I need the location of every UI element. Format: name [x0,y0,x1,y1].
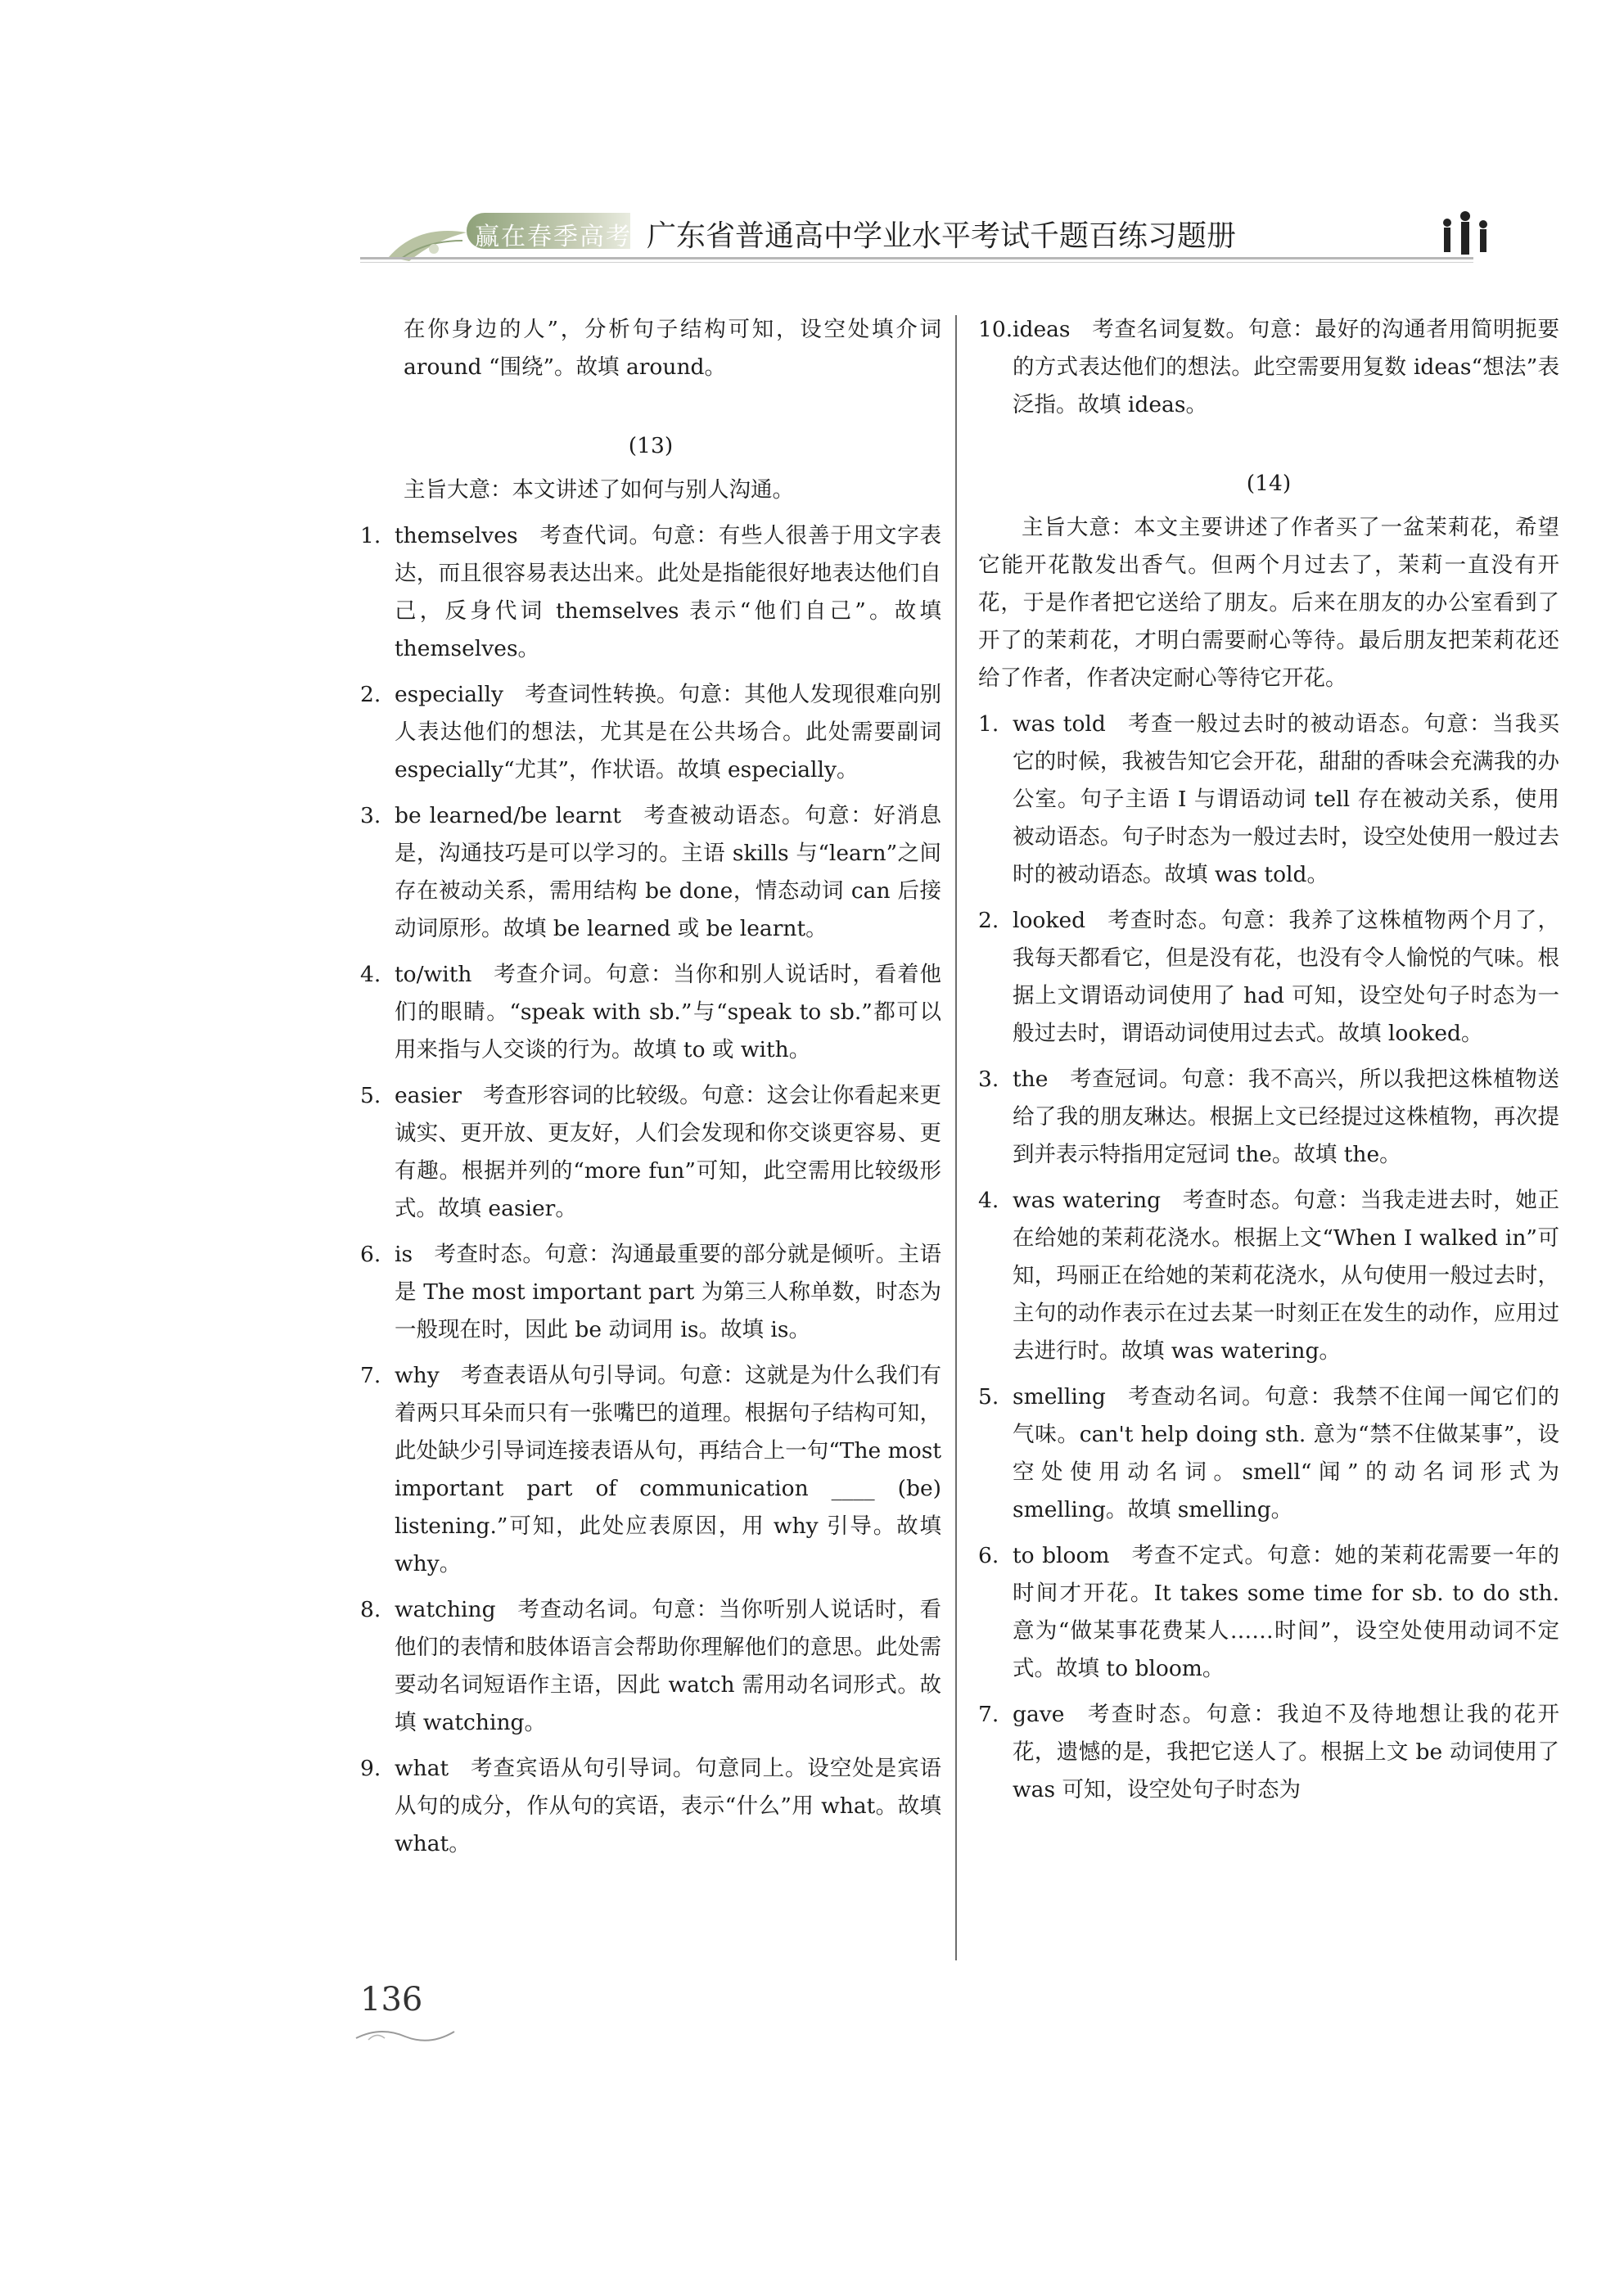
answer-item [978,1061,1559,1174]
answer-number: 1. [360,523,381,548]
answer-item [978,311,1559,424]
answer-explanation: 考查动名词。句意：我禁不住闻一闻它们的气味。can't help doing sth. 意为“禁不住做某事”，设空处使用动名词。smell“闻”的动名词形式为 smelling。故填 smelling。 [1013,1384,1559,1522]
answer-word: easier [395,1083,462,1108]
answer-explanation: 考查时态。句意：我养了这株植物两个月了，我每天都看它，但是没有花，也没有令人愉悦的气味。根据上文谓语动词使用了 had 可知，设空处句子时态为一般过去时，谓语动词使用过去式。故填 looked。 [1013,908,1559,1046]
answer-item [360,1236,941,1349]
answer-item [360,1591,941,1742]
answer-explanation: 考查时态。句意：我迫不及待地想让我的花开花，遗憾的是，我把它送人了。根据上文 be 动词使用了 was 可知，设空处句子时态为 [1013,1702,1559,1802]
answer-item [360,797,941,948]
answer-word: smelling [1013,1384,1106,1410]
page-ornament-icon [352,2022,458,2046]
answer-explanation: 考查时态。句意：沟通最重要的部分就是倾听。主语是 The most important part 为第三人称单数，时态为一般现在时，因此 be 动词用 is。故填 is。 [395,1242,941,1342]
answer-item [978,706,1559,894]
answer-item [360,517,941,668]
answer-number: 2. [360,682,381,707]
answer-item [360,1357,941,1583]
section-title-13: (13) [628,433,674,458]
answer-number: 4. [360,962,381,987]
answer-word: ideas [1013,317,1071,342]
answer-number: 5. [978,1384,999,1410]
answer-word: watching [395,1597,496,1622]
answer-word: the [1013,1067,1049,1092]
answer-number: 3. [360,803,381,828]
answer-item [978,902,1559,1053]
answer-number: 9. [360,1756,381,1781]
answer-word: especially [395,682,503,707]
header-rule [360,257,1473,259]
answer-explanation: 考查词性转换。句意：其他人发现很难向别人表达他们的想法，尤其是在公共场合。此处需要副词 especially“尤其”，作状语。故填 especially。 [395,682,941,783]
answer-word: to bloom [1013,1543,1110,1568]
answer-explanation: 考查介词。句意：当你和别人说话时，看着他们的眼睛。“speak with sb.”与“speak to sb.”都可以用来指与人交谈的行为。故填 to 或 with。 [395,962,941,1062]
answer-number: 1. [978,711,999,737]
answer-number: 6. [360,1242,381,1267]
family-silhouette-icon [1432,205,1498,270]
answer-number: 7. [978,1702,999,1727]
answer-item [978,1378,1559,1529]
answer-number: 5. [360,1083,381,1108]
answer-number: 2. [978,908,999,933]
section-summary-13: 主旨大意：本文讲述了如何与别人沟通。 [404,477,794,503]
answer-number: 8. [360,1597,381,1622]
column-divider [955,315,957,1960]
answer-number: 7. [360,1363,381,1388]
answer-word: why [395,1363,440,1388]
answer-list-13 [360,517,941,1863]
answer-explanation: 考查宾语从句引导词。句意同上。设空处是宾语从句的成分，作从句的宾语，表示“什么”用 what。故填 what。 [395,1756,941,1856]
answer-word: was told [1013,711,1106,737]
answer-word: looked [1013,908,1086,933]
series-name: 赢在春季高考 [475,223,632,251]
section-summary-14: 主旨大意：本文主要讲述了作者买了一盆茉莉花，希望它能开花散发出香气。但两个月过去了，茉莉一直没有开花，于是作者把它送给了朋友。后来在朋友的办公室看到了开了的茉莉花，才明白需要耐心等待。最后朋友把茉莉花还给了作者，作者决定耐心等待它开花。 [978,515,1559,691]
answer-number: 3. [978,1067,999,1092]
answer-item [978,1182,1559,1370]
answer-word: was watering [1013,1188,1162,1213]
answer-explanation: 考查一般过去时的被动语态。句意：当我买它的时候，我被告知它会开花，甜甜的香味会充满我的办公室。句子主语 I 与谓语动词 tell 存在被动关系，使用被动语态。句子时态为一般过去时，设空处使用一般过去时的被动语态。故填 was told。 [1013,711,1559,887]
section-title-14: (14) [1246,471,1292,496]
answer-explanation: 考查形容词的比较级。句意：这会让你看起来更诚实、更开放、更友好，人们会发现和你交谈更容易、更有趣。根据并列的“more fun”可知，此空需用比较级形式。故填 easier。 [395,1083,941,1221]
answer-word: themselves [395,523,518,548]
answer-list-14 [978,706,1559,1809]
book-title: 广东省普通高中学业水平考试千题百练习题册 [647,219,1237,253]
answer-word: what [395,1756,449,1781]
answer-explanation: 考查名词复数。句意：最好的沟通者用简明扼要的方式表达他们的想法。此空需要用复数 ideas“想法”表泛指。故填 ideas。 [1013,317,1559,417]
answer-item [360,676,941,789]
answer-explanation: 考查冠词。句意：我不高兴，所以我把这株植物送给了我的朋友琳达。根据上文已经提过这株植物，再次提到并表示特指用定冠词 the。故填 the。 [1013,1067,1559,1167]
answer-explanation: 考查表语从句引导词。句意：这就是为什么我们有着两只耳朵而只有一张嘴巴的道理。根据句子结构可知，此处缺少引导词连接表语从句，再结合上一句“The most important part of communication ____ (be) listening.”可知，此处应表原因，用 why 引导。故填 why。 [395,1363,941,1577]
answer-explanation: 考查代词。句意：有些人很善于用文字表达，而且很容易表达出来。此处是指能很好地表达他们自己，反身代词 themselves 表示“他们自己”。故填 themselves。 [395,523,941,661]
answer-explanation: 考查被动语态。句意：好消息是，沟通技巧是可以学习的。主语 skills 与“learn”之间存在被动关系，需用结构 be done，情态动词 can 后接动词原形。故填 be learned 或 be learnt。 [395,803,942,941]
answer-item [978,1537,1559,1688]
answer-word: be learned/be learnt [395,803,621,828]
answer-item [360,1750,941,1863]
answer-explanation: 考查时态。句意：当我走进去时，她正在给她的茉莉花浇水。根据上文“When I walked in”可知，玛丽正在给她的茉莉花浇水，从句使用一般过去时，主句的动作表示在过去某一时刻正在发生的动作，应用过去进行时。故填 was watering。 [1013,1188,1559,1364]
answer-item [360,1077,941,1228]
answer-list-13-cont [978,311,1559,424]
header-rule-thin [360,262,1473,263]
answer-word: gave [1013,1702,1065,1727]
page-header [360,188,1506,278]
left-column [360,311,941,1871]
answer-explanation: 考查不定式。句意：她的茉莉花需要一年的时间才开花。It takes some time for sb. to do sth. 意为“做某事花费某人……时间”，设空处使用动词不定式。故填 to bloom。 [1013,1543,1559,1681]
answer-explanation: 考查动名词。句意：当你听别人说话时，看他们的表情和肢体语言会帮助你理解他们的意思。此处需要动名词短语作主语，因此 watch 需用动名词形式。故填 watching。 [395,1597,941,1735]
right-column [978,311,1559,1817]
continuation-text: 在你身边的人”，分析句子结构可知，设空处填介词 around “围绕”。故填 around。 [404,317,941,380]
answer-number: 6. [978,1543,999,1568]
answer-word: is [395,1242,413,1267]
answer-number: 10. [978,317,1013,342]
answer-item [360,956,941,1069]
answer-item [978,1696,1559,1809]
answer-word: to/with [395,962,472,987]
answer-number: 4. [978,1188,999,1213]
page-number: 136 [360,1981,423,2019]
